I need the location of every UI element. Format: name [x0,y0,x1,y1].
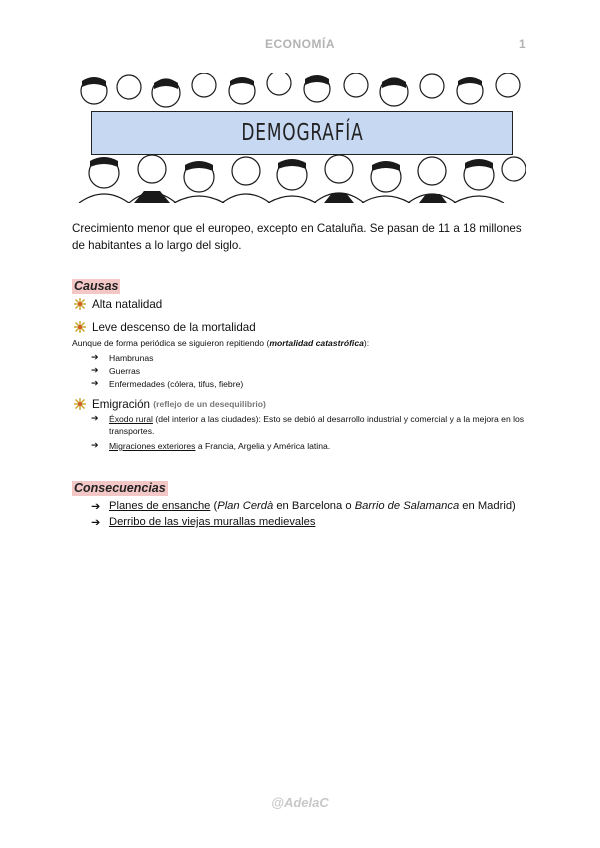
note-emphasis: mortalidad catastrófica [269,338,364,348]
sparkle-bullet-icon [72,320,88,334]
emigration-note: (reflejo de un desequilibrio) [153,399,266,409]
causas-heading: Causas [74,279,119,293]
arrow-right-icon: ➔ [91,413,99,423]
list-item [91,352,545,364]
list-item [91,378,545,390]
underlined-term: Éxodo rural [109,414,153,424]
list-item [91,440,545,452]
cause-label: Alta natalidad [92,297,163,311]
arrow-right-icon: ➔ [91,517,101,529]
arrow-right-icon: ➔ [91,440,99,450]
italic-term: Barrio de Salamanca [354,500,460,512]
page-title: DEMOGRAFÍA [240,120,364,146]
list-item-text [109,440,545,452]
cause-item-natalidad [72,297,162,311]
consequence-item [91,500,516,513]
footer-signature: @AdelaC [271,795,329,810]
cause-label: Emigración [92,397,150,411]
cause-item-emigracion [72,397,266,411]
cause-item-mortalidad [72,320,256,334]
note-text-end: ): [363,338,370,348]
list-item-text [109,413,545,437]
consequence-text: Planes de ensanche (Plan Cerdà en Barcelona o Barrio de Salamanca en Madrid) [109,500,516,512]
consequence-text: Derribo de las viejas murallas medievales [109,516,316,528]
sparkle-bullet-icon [72,297,88,311]
running-header-title: ECONOMÍA [265,37,335,51]
underlined-term: Planes de ensanche [109,500,211,512]
term-description: a Francia, Argelia y América latina. [195,441,331,451]
list-item [91,365,545,377]
term-description: (del interior a las ciudades): Esto se debió al desarrollo industrial y comercial y a la mejora en los transportes. [109,414,525,436]
list-item-text: Enfermedades (cólera, tifus, fiebre) [109,379,244,389]
page-title-box [91,111,513,155]
arrow-right-icon: ➔ [91,501,101,513]
intro-paragraph: Crecimiento menor que el europeo, excepto en Cataluña. Se pasan de 11 a 18 millones de habitantes a lo largo del siglo. [72,222,522,252]
page-number: 1 [519,37,526,51]
arrow-right-icon: ➔ [91,352,99,362]
mortality-note [72,338,369,348]
arrow-right-icon: ➔ [91,378,99,388]
consecuencias-heading: Consecuencias [74,481,166,495]
sparkle-bullet-icon [72,397,88,411]
consequence-item [91,516,315,529]
arrow-right-icon: ➔ [91,365,99,375]
cause-label: Leve descenso de la mortalidad [92,320,256,334]
note-text: Aunque de forma periódica se siguieron repitiendo ( [72,338,270,348]
italic-term: Plan Cerdà [217,500,274,512]
list-item-text: Guerras [109,366,141,376]
list-item-text: Hambrunas [109,353,154,363]
underlined-term: Migraciones exteriores [109,441,196,451]
list-item [91,413,545,437]
